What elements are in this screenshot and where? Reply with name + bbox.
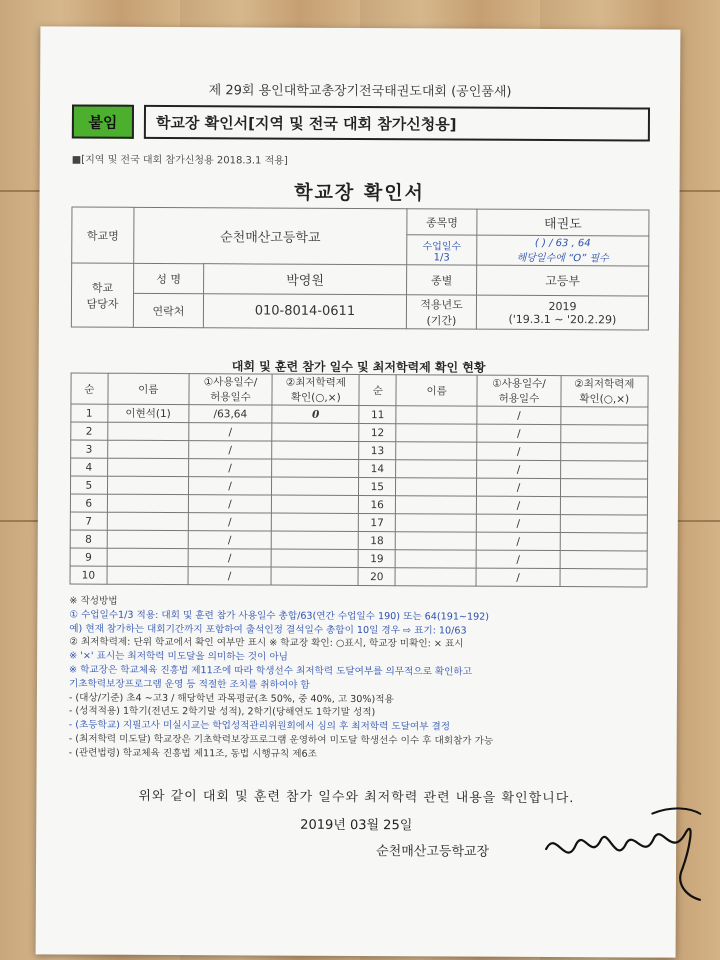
row-no: 7 [70, 512, 107, 530]
row-no-2: 19 [359, 550, 396, 568]
teacher-label-2: 담당자 [86, 297, 119, 311]
row-days-2: / [476, 568, 559, 586]
note-6: - (성적적용) 1학기(전년도 2학기말 성적), 2학기(당해연도 1학기말 성적) [68, 705, 376, 719]
row-no: 9 [70, 548, 107, 566]
row-no-2: 12 [359, 424, 396, 442]
row-name-2 [395, 568, 476, 586]
col-acad [272, 374, 360, 405]
row-name-2 [395, 496, 476, 514]
row-days: / [189, 423, 272, 441]
row-mark: 0 [272, 405, 359, 423]
col-days-line-2: 허용일수 [210, 391, 251, 404]
period-label-2: (기간) [426, 313, 457, 328]
row-no: 10 [70, 566, 107, 584]
class-days-value [477, 235, 649, 266]
notes-heading: ※ 작성방법 [69, 595, 118, 607]
col-name: 이름 [108, 373, 189, 404]
attachment-badge: 붙임 [72, 104, 134, 138]
row-mark-2 [560, 533, 647, 551]
row-no-2: 20 [358, 568, 395, 586]
row-mark [272, 477, 359, 495]
writing-instructions [69, 594, 650, 763]
row-no: 2 [71, 422, 108, 440]
row-no-2: 16 [359, 496, 396, 514]
row-days-2: / [477, 460, 560, 478]
row-name-2 [395, 550, 476, 568]
signature-flourish [652, 808, 700, 814]
row-name [107, 512, 188, 530]
row-name [107, 440, 188, 458]
col-acad-line-1: ②최저학력제 [285, 376, 346, 389]
row-no: 1 [71, 404, 108, 422]
row-days: / [189, 441, 272, 459]
col-acad-2-line-2: 확인(○,×) [579, 393, 630, 406]
header-row [72, 104, 650, 141]
row-name [107, 548, 188, 566]
note-3: ※ '×' 표시는 최저학력 미도달을 의미하는 것이 아님 [69, 650, 288, 663]
row-no: 8 [70, 530, 107, 548]
row-days-2: / [477, 496, 560, 514]
row-days: / [188, 549, 271, 567]
row-no: 4 [71, 458, 108, 476]
participation-table [70, 372, 649, 587]
period-label [406, 295, 476, 329]
note-2: ② 최저학력제: 단위 학교에서 확인 여부만 표시 ※ 학교장 확인: ○표시, 학교장 미확인: × 표시 [69, 636, 464, 650]
row-no-2: 13 [359, 442, 396, 460]
confirmation-document [36, 26, 681, 957]
row-mark [272, 459, 359, 477]
row-days: / [188, 459, 271, 477]
row-name-2 [396, 442, 477, 460]
participation-body [70, 404, 648, 587]
row-mark [272, 441, 359, 459]
row-mark-2 [560, 479, 647, 497]
row-mark-2 [560, 569, 647, 587]
contact-value: 010-8014-0611 [203, 294, 406, 329]
row-name [107, 476, 188, 494]
note-1a: ① 수업일수1/3 적용: 대회 및 훈련 참가 사용일수 총합/63(연간 수업일수 190) 또는 64(191~192) [69, 609, 490, 623]
note-4a: ※ 학교장은 학교체육 진흥법 제11조에 따라 학생선수 최저학력 도달여부를 의무적으로 확인하고 [69, 664, 473, 678]
row-name-2 [396, 478, 477, 496]
period-value-1: 2019 [548, 299, 577, 313]
note-7: - (초등학교) 지필고사 미실시교는 학업성적관리위원회에서 심의 후 최저학력 도달여부 결정 [68, 719, 451, 733]
school-label: 학교명 [72, 207, 134, 263]
table-row [70, 566, 647, 587]
note-1b: 예) 현재 참가하는 대회기간까지 포함하여 출석인정 결석일수 총합이 10일 경우 ⇨ 표기: 10/63 [69, 623, 467, 637]
principal-title: 순천매산고등학교장 [376, 844, 490, 860]
note-4b: 기초학력보장프로그램 운영 등 적절한 조치를 취하여야 함 [68, 678, 310, 691]
name-label: 성 명 [134, 263, 204, 293]
row-no-2: 17 [359, 514, 396, 532]
event-title: 제 29회 용인대학교총장기전국태권도대회 (공인품새) [208, 83, 512, 100]
document-date: 2019년 03월 25일 [300, 817, 413, 834]
row-mark-2 [560, 515, 647, 533]
col-acad-2-line-1: ②최저학력제 [574, 378, 635, 391]
contact-label: 연락처 [133, 293, 203, 327]
row-days-2: / [476, 550, 559, 568]
col-acad-2 [561, 376, 649, 407]
category-value: 고등부 [477, 265, 649, 296]
row-name [107, 566, 188, 584]
class-days-value-text: ( ) / 63 , 64 [534, 237, 591, 249]
row-mark [271, 531, 358, 549]
category-label: 종별 [407, 265, 477, 295]
row-mark-2 [560, 407, 647, 425]
col-name-2: 이름 [396, 375, 477, 406]
row-days: / [188, 531, 271, 549]
row-name-2 [396, 406, 477, 424]
row-no-2: 18 [359, 532, 396, 550]
info-table [71, 206, 650, 330]
row-days-2: / [477, 442, 560, 460]
form-note: ■[지역 및 전국 대회 참가신청용 2018.3.1 적용] [71, 154, 288, 167]
row-no: 5 [70, 476, 107, 494]
name-value: 박영원 [204, 264, 407, 295]
row-mark-2 [560, 497, 647, 515]
col-days-2-line-1: ①사용일수/ [492, 377, 546, 390]
row-name [107, 530, 188, 548]
col-no: 순 [71, 373, 108, 404]
event-label: 종목명 [407, 209, 477, 235]
row-days-2: / [477, 424, 560, 442]
row-days-2: / [477, 478, 560, 496]
row-no-2: 15 [359, 478, 396, 496]
row-no-2: 14 [359, 460, 396, 478]
confirmation-statement: 위와 같이 대회 및 훈련 참가 일수와 최저학력 관련 내용을 확인합니다. [138, 788, 575, 807]
school-value: 순천매산고등학교 [134, 207, 407, 264]
row-name [107, 494, 188, 512]
row-no: 3 [71, 440, 108, 458]
class-days-hint: 해당일수에 “O” 필수 [516, 252, 609, 264]
participation-section-title: 대회 및 훈련 참가 일수 및 최저학력제 확인 현황 [231, 359, 486, 375]
row-days-2: / [477, 514, 560, 532]
row-mark [272, 423, 359, 441]
doc-title: 학교장 확인서 [294, 181, 425, 205]
row-days: / [188, 513, 271, 531]
row-mark [271, 549, 358, 567]
class-days-label-2: 1/3 [433, 251, 450, 263]
teacher-label-1: 학교 [91, 281, 114, 295]
row-mark-2 [560, 443, 647, 461]
col-days-2 [477, 375, 560, 406]
row-name [107, 458, 188, 476]
row-no-2: 11 [359, 406, 396, 424]
row-mark-2 [560, 461, 647, 479]
period-label-1: 적용년도 [420, 297, 463, 312]
col-days-2-line-2: 허용일수 [498, 392, 540, 405]
col-acad-line-2: 확인(○,×) [290, 391, 341, 404]
teacher-label [71, 263, 133, 327]
class-days-label [407, 235, 477, 265]
event-value: 태권도 [477, 209, 649, 236]
row-days: / [188, 495, 271, 513]
form-title: 학교장 확인서[지역 및 전국 대회 참가신청용] [144, 105, 650, 142]
col-days [189, 374, 272, 405]
row-mark [271, 513, 358, 531]
row-name-2 [395, 514, 476, 532]
principal-signature [476, 799, 717, 910]
row-days: / [188, 567, 271, 585]
signature-stroke [546, 828, 700, 900]
participation-header-row [71, 373, 648, 407]
col-days-line-1: ①사용일수/ [203, 376, 258, 389]
row-name-2 [396, 460, 477, 478]
row-mark-2 [560, 425, 647, 443]
row-no: 6 [70, 494, 107, 512]
row-name [107, 422, 188, 440]
row-mark [271, 567, 358, 585]
row-days: / [188, 477, 271, 495]
note-9: - (관련법령) 학교체육 진흥법 제11조, 동법 시행규칙 제6조 [68, 747, 317, 760]
row-mark-2 [560, 551, 647, 569]
col-no-2: 순 [359, 375, 396, 406]
period-value-2: ('19.3.1 ~ '20.2.29) [508, 312, 617, 326]
row-name: 이현석(1) [107, 404, 188, 422]
row-name-2 [396, 424, 477, 442]
row-days-2: / [477, 406, 560, 424]
row-mark [272, 495, 359, 513]
note-8: - (최저학력 미도달) 학교장은 기초학력보장프로그램 운영하여 미도달 학생선수 이수 후 대회참가 가능 [68, 733, 494, 747]
row-days: /63,64 [189, 405, 272, 423]
note-5: - (대상/기준) 초4 ~고3 / 해당학년 과목평균(초 50%, 중 40%, 고 30%)적용 [68, 692, 394, 705]
period-value [476, 295, 648, 330]
row-name-2 [395, 532, 476, 550]
class-days-label-1: 수업일수 [422, 240, 462, 253]
row-days-2: / [477, 532, 560, 550]
